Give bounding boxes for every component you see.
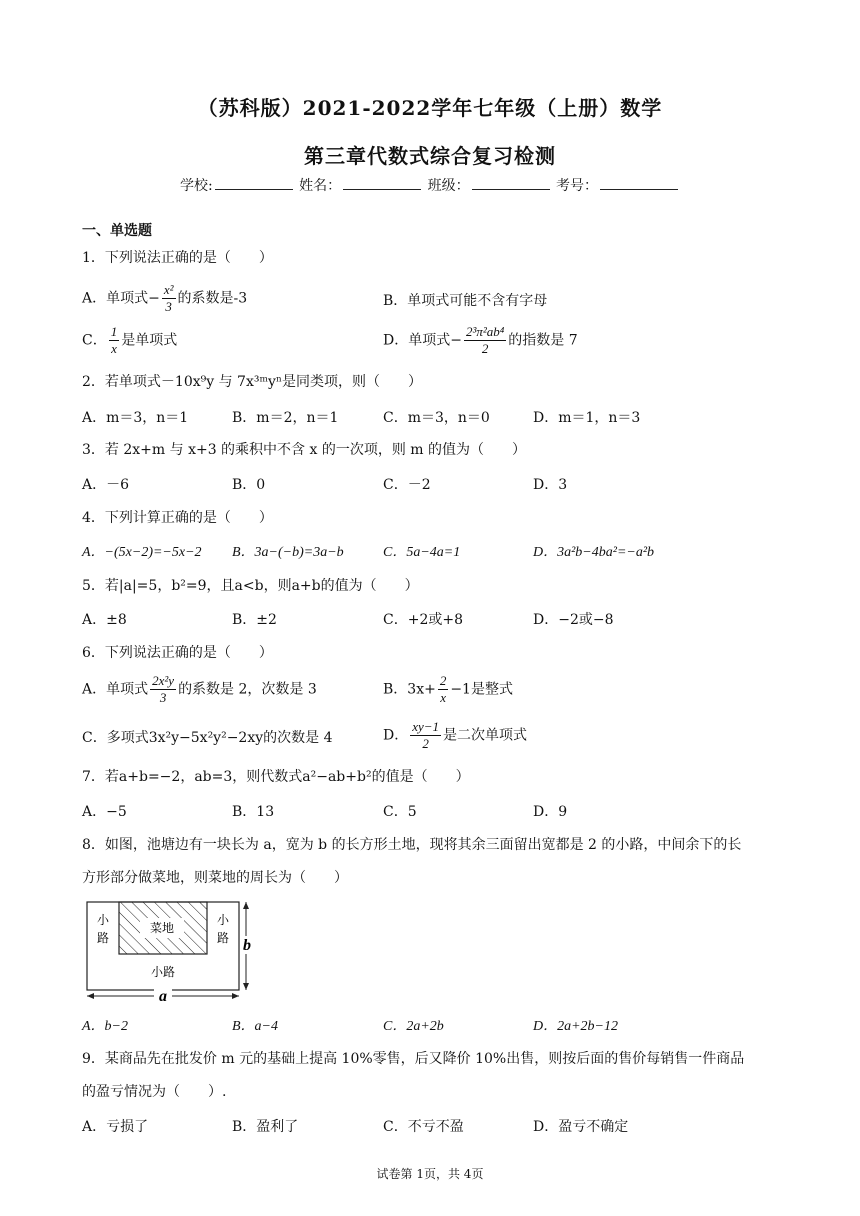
question-2-option-c: C．m＝3，n＝0 [383,410,490,426]
class-blank[interactable] [472,177,550,190]
section-heading: 一、单选题 [82,223,152,239]
question-4-option-c: C．5a−4a=1 [383,545,461,560]
question-4-option-d: D．3a²b−4ba²=−a²b [533,545,655,560]
question-6-option-b: B．3x+ $\frac{2}{x}$ −1是整式 [383,673,513,705]
vegetable-label: 菜地 [149,921,175,935]
question-8-option-b: B．a−4 [232,1019,278,1034]
question-9-stem: 9．某商品先在批发价 m 元的基础上提高 10%零售，后又降价 10%出售，则按后面的售价每销售一件商品 [82,1051,745,1067]
question-1-option-a: A．单项式− $\frac{\text{x²}}{3}$ 的系数是-3 [82,282,248,314]
question-3-option-b: B．0 [232,477,266,493]
question-4-option-a: A．−(5x−2)=−5x−2 [82,545,202,560]
right-road-label-1: 小 [216,913,230,927]
question-7-option-d: D．9 [533,804,568,820]
question-7-option-c: C．5 [383,804,417,820]
question-1-option-d: D．单项式− $\frac{\text{2³π²ab⁴}}{2}$ 的指数是 7 [383,324,578,356]
question-5-option-a: A．±8 [82,612,127,628]
question-9-option-d: D．盈亏不确定 [533,1119,629,1135]
fraction: $\frac{\text{2³π²ab⁴}}{2}$ [465,324,505,356]
question-6-option-a: A．单项式 $\frac{\text{2x²y}}{3}$ 的系数是 2，次数是 3 [82,673,317,705]
question-8-stem: 8．如图，池塘边有一块长为 a，宽为 b 的长方形土地，现将其余三面留出宽都是 2 的小路，中间余下的长 [82,837,742,853]
class-label: 班级： [427,178,470,194]
question-7-stem: 7．若a+b=−2，ab=3，则代数式a²−ab+b²的值是（ ） [82,769,470,785]
garden-figure [82,898,262,1002]
question-8-stem-cont: 方形部分做菜地，则菜地的周长为（ ） [82,870,348,886]
bottom-road-label: 小路 [150,965,176,979]
fraction: $\frac{xy-1}{2}$ [412,719,440,751]
question-8-option-a: A．b−2 [82,1019,128,1034]
question-3-option-a: A．－6 [82,477,130,493]
fraction: $\frac{\text{2x²y}}{3}$ [152,673,175,705]
question-3-option-c: C．－2 [383,477,431,493]
question-9-option-b: B．盈利了 [232,1119,299,1135]
page-title: （苏科版）2021-2022学年七年级（上册）数学 [197,96,663,120]
question-2-option-b: B．m＝2，n＝1 [232,410,339,426]
number-label: 考号： [556,178,599,194]
name-label: 姓名： [299,178,342,194]
question-2-option-d: D．m＝1，n＝3 [533,410,641,426]
question-8-option-c: C．2a+2b [383,1019,444,1034]
question-6-stem: 6．下列说法正确的是（ ） [82,645,273,661]
question-6-option-d: D． $\frac{xy-1}{2}$ 是二次单项式 [383,719,528,751]
question-6-option-c: C．多项式3x²y−5x²y²−2xy的次数是 4 [82,730,333,746]
number-blank[interactable] [600,177,678,190]
question-1-option-b: B．单项式可能不含有字母 [383,293,548,309]
left-road-label-1: 小 [96,913,110,927]
question-2-stem: 2．若单项式－10x⁹y 与 7x³ᵐyⁿ是同类项，则（ ） [82,374,423,390]
question-9-stem-cont: 的盈亏情况为（ ）. [82,1084,227,1100]
right-road-label-2: 路 [216,931,230,945]
question-7-option-a: A．−5 [82,804,127,820]
school-label: 学校: [179,178,213,194]
b-label: b [243,937,251,954]
question-5-option-d: D．−2或−8 [533,612,614,628]
fraction: $\frac{1}{x}$ [110,324,118,356]
page-footer: 试卷第 1页，共 4页 [376,1167,484,1181]
question-3-stem: 3．若 2x+m 与 x+3 的乘积中不含 x 的一次项，则 m 的值为（ ） [82,442,527,458]
question-3-option-d: D．3 [533,477,568,493]
fraction: $\frac{2}{x}$ [439,673,447,705]
name-blank[interactable] [343,177,421,190]
question-5-option-b: B．±2 [232,612,277,628]
question-7-option-b: B．13 [232,804,275,820]
question-4-stem: 4．下列计算正确的是（ ） [82,510,273,526]
fraction: $\frac{\text{x²}}{3}$ [163,282,174,314]
question-4-option-b: B．3a−(−b)=3a−b [232,545,344,560]
a-label: a [159,988,167,1002]
question-5-stem: 5．若|a|=5，b²=9，且a<b，则a+b的值为（ ） [82,578,419,594]
page-subtitle: 第三章代数式综合复习检测 [304,144,556,168]
student-info [0,175,860,195]
question-1-stem: 1．下列说法正确的是（ ） [82,250,273,266]
school-blank[interactable] [215,177,293,190]
question-1-option-c: C． $\frac{1}{x}$ 是单项式 [82,324,178,356]
question-9-option-c: C．不亏不盈 [383,1119,464,1135]
question-5-option-c: C．+2或+8 [383,612,463,628]
left-road-label-2: 路 [96,931,110,945]
question-8-option-d: D．2a+2b−12 [533,1019,619,1034]
question-2-option-a: A．m＝3，n＝1 [82,410,189,426]
question-9-option-a: A．亏损了 [82,1119,149,1135]
